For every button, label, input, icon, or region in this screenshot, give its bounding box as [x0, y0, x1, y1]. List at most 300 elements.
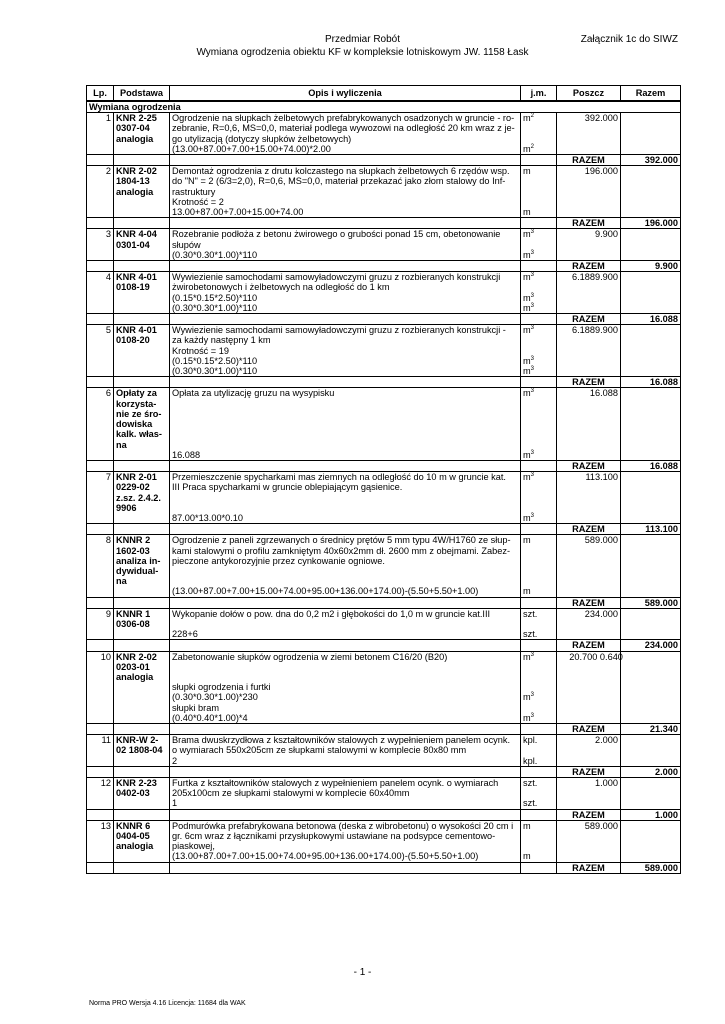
item-basis: KNR 2-02 1804-13 analogia	[114, 166, 170, 218]
description-line: Demontaż ogrodzenia z drutu kolczastego na słupkach żelbetowych 6 rzędów wsp.	[172, 166, 510, 177]
razem-row	[87, 524, 681, 535]
unit-line	[523, 134, 554, 144]
razem-spacer	[521, 640, 557, 651]
unit-exponent: 3	[530, 712, 534, 719]
item-description	[170, 113, 521, 155]
item-unit	[521, 651, 557, 723]
partial-value: 9.900	[595, 229, 618, 240]
table-row	[87, 272, 681, 314]
unit-text: m	[523, 449, 531, 460]
unit-line	[523, 346, 554, 356]
razem-label: RAZEM	[557, 314, 621, 325]
razem-spacer	[170, 766, 521, 777]
item-basis: KNNR 6 0404-05 analogia	[114, 820, 170, 862]
partial-value: 589.000	[584, 535, 618, 546]
unit-text: m	[523, 229, 531, 240]
item-partial-values	[557, 535, 621, 597]
unit-line	[523, 429, 554, 439]
razem-spacer	[87, 218, 114, 229]
item-basis: KNR 2-02 0203-01 analogia	[114, 651, 170, 723]
document-title: Przedmiar Robót	[324, 34, 401, 45]
unit-line	[523, 440, 554, 450]
description-line	[172, 672, 518, 682]
document-subtitle: Wymiana ogrodzenia obiektu KF w kompleksie lotniskowym JW. 1158 Łask	[196, 47, 529, 58]
razem-spacer	[521, 460, 557, 471]
description-line: Opłata za utylizację gruzu na wysypisku	[172, 388, 335, 399]
unit-text: m	[523, 355, 531, 366]
unit-text: szt.	[523, 778, 538, 788]
razem-value: 16.088	[621, 377, 681, 388]
razem-spacer	[114, 640, 170, 651]
unit-line	[523, 576, 554, 586]
description-line: rastruktury	[172, 186, 216, 197]
unit-exponent: 2	[530, 143, 534, 150]
description-line: Wywiezienie samochodami samowyładowczymi gruzu z rozbieranych konstrukcji -	[172, 325, 506, 336]
item-description	[170, 388, 521, 460]
description-line: 87.00*13.00*0.10	[172, 512, 244, 523]
unit-line	[523, 692, 554, 702]
item-partial-values	[557, 778, 621, 810]
item-description	[170, 166, 521, 218]
unit-line	[523, 513, 554, 523]
unit-line	[523, 399, 554, 409]
unit-line	[523, 123, 554, 133]
razem-spacer	[87, 524, 114, 535]
razem-spacer	[521, 809, 557, 820]
description-line: o wymiarach 550x205cm ze słupkami stalowymi w komplecie 80x80 mm	[172, 745, 467, 756]
table-row	[87, 535, 681, 597]
unit-line	[523, 503, 554, 513]
page-number: - 1 -	[353, 967, 372, 978]
razem-label: RAZEM	[557, 218, 621, 229]
unit-text: m	[523, 143, 531, 154]
item-unit	[521, 113, 557, 155]
unit-text: m	[523, 207, 531, 218]
item-unit	[521, 272, 557, 314]
razem-value: 113.100	[621, 524, 681, 535]
razem-spacer	[521, 155, 557, 166]
item-total-empty	[621, 820, 681, 862]
description-line	[172, 566, 518, 576]
razem-spacer	[170, 314, 521, 325]
unit-line	[523, 197, 554, 207]
description-line	[172, 440, 518, 450]
razem-spacer	[87, 723, 114, 734]
item-partial-values	[557, 820, 621, 862]
unit-line	[523, 187, 554, 197]
item-number: 9	[87, 608, 114, 640]
unit-line	[523, 745, 554, 755]
unit-exponent: 3	[530, 651, 534, 658]
table-row	[87, 651, 681, 723]
razem-row	[87, 460, 681, 471]
unit-text: m	[523, 325, 531, 336]
razem-value: 9.900	[621, 261, 681, 272]
razem-spacer	[114, 377, 170, 388]
description-line: 228+6	[172, 629, 198, 640]
description-line: Przemieszczenie spycharkami mas ziemnych na odległość do 10 m w gruncie kat.	[172, 472, 506, 483]
description-line: Ogrodzenie z paneli zgrzewanych o średnicy prętów 5 mm typu 4W/H1760 ze słup-	[172, 535, 511, 546]
unit-text: m	[523, 166, 531, 177]
razem-spacer	[114, 597, 170, 608]
description-line	[172, 419, 518, 429]
item-number: 5	[87, 325, 114, 377]
description-line: Ogrodzenie na słupkach żelbetowych prefabrykowanych osadzonych w gruncie - ro-	[172, 113, 515, 124]
unit-exponent: 3	[530, 229, 534, 236]
item-description	[170, 325, 521, 377]
table-row	[87, 166, 681, 218]
item-basis: KNNR 1 0306-08	[114, 608, 170, 640]
item-partial-values	[557, 388, 621, 460]
description-line: Wykopanie dołów o pow. dna do 0,2 m2 i głębokości do 1,0 m w gruncie kat.III	[172, 608, 491, 619]
unit-line	[523, 586, 554, 596]
razem-row	[87, 155, 681, 166]
description-line: Podmurówka prefabrykowana betonowa (deska z wibrobetonu) o wysokości 20 cm i	[172, 820, 514, 831]
item-description	[170, 472, 521, 524]
item-unit	[521, 388, 557, 460]
unit-text: m	[523, 651, 531, 662]
unit-line	[523, 662, 554, 672]
razem-label: RAZEM	[557, 524, 621, 535]
partial-value: 16.088	[589, 388, 618, 399]
table-row	[87, 778, 681, 810]
item-total-empty	[621, 113, 681, 155]
razem-spacer	[87, 640, 114, 651]
razem-spacer	[170, 809, 521, 820]
description-line: piaskowej,	[172, 841, 215, 852]
unit-exponent: 3	[530, 449, 534, 456]
col-header-opis: Opis i wyliczenia	[170, 86, 521, 102]
unit-line	[523, 566, 554, 576]
item-description	[170, 229, 521, 261]
item-basis: KNR 4-04 0301-04	[114, 229, 170, 261]
unit-line	[523, 546, 554, 556]
description-line: Rozebranie podłoża z betonu żwirowego o grubości ponad 15 cm, obetonowanie	[172, 229, 501, 240]
item-total-empty	[621, 535, 681, 597]
description-line: Brama dwuskrzydłowa z kształtowników stalowych z wypełnieniem panelem ocynk.	[172, 735, 511, 746]
unit-text: szt.	[523, 629, 538, 640]
program-info: Norma PRO Wersja 4.16 Licencja: 11684 dla WAK	[89, 1000, 246, 1007]
razem-value: 2.000	[621, 766, 681, 777]
item-unit	[521, 325, 557, 377]
description-line: Zabetonowanie słupków ogrodzenia w ziemi betonem C16/20 (B20)	[172, 651, 448, 662]
unit-line	[523, 493, 554, 503]
razem-spacer	[114, 809, 170, 820]
razem-spacer	[87, 862, 114, 873]
item-description	[170, 778, 521, 810]
unit-exponent: 3	[530, 272, 534, 279]
razem-spacer	[521, 314, 557, 325]
table-row	[87, 325, 681, 377]
item-number: 3	[87, 229, 114, 261]
unit-exponent: 3	[530, 292, 534, 299]
unit-text: m	[523, 472, 531, 483]
razem-spacer	[170, 862, 521, 873]
description-line: 1	[172, 798, 178, 809]
partial-value: 2.000	[595, 735, 618, 746]
item-unit	[521, 735, 557, 767]
razem-spacer	[114, 723, 170, 734]
description-line: (13.00+87.00+7.00+15.00+74.00)*2.00	[172, 143, 331, 154]
item-partial-values	[557, 735, 621, 767]
partial-value: 0.640	[599, 651, 623, 662]
description-line: go utylizacją (dotyczy słupków żelbetowych)	[172, 133, 352, 144]
item-basis: KNR 2-25 0307-04 analogia	[114, 113, 170, 155]
razem-spacer	[521, 218, 557, 229]
unit-line	[523, 652, 554, 662]
razem-value: 589.000	[621, 597, 681, 608]
unit-text: m	[523, 851, 531, 862]
unit-line	[523, 629, 554, 639]
unit-line	[523, 450, 554, 460]
unit-line	[523, 672, 554, 682]
item-total-empty	[621, 229, 681, 261]
partial-value: 392.000	[584, 113, 618, 124]
razem-spacer	[114, 766, 170, 777]
description-line: (13.00+87.00+7.00+15.00+74.00+95.00+136.00+174.00)-(5.50+5.50+1.00)	[172, 851, 479, 862]
unit-line	[523, 272, 554, 282]
description-line: (0.15*0.15*2.50)*110	[172, 292, 258, 303]
item-number: 1	[87, 113, 114, 155]
item-partial-values	[557, 325, 621, 377]
table-row	[87, 820, 681, 862]
razem-spacer	[87, 314, 114, 325]
unit-line	[523, 535, 554, 545]
unit-exponent: 3	[530, 366, 534, 373]
description-line: (13.00+87.00+7.00+15.00+74.00+95.00+136.00+174.00)-(5.50+5.50+1.00)	[172, 586, 479, 597]
item-partial-values	[557, 166, 621, 218]
table-row	[87, 388, 681, 460]
item-number: 13	[87, 820, 114, 862]
razem-value: 16.088	[621, 314, 681, 325]
item-total-empty	[621, 778, 681, 810]
unit-text: kpl.	[523, 755, 538, 766]
unit-exponent: 3	[530, 512, 534, 519]
description-line: Furtka z kształtowników stalowych z wypełnieniem panelem ocynk. o wymiarach	[172, 778, 499, 788]
unit-line	[523, 821, 554, 831]
partial-value: 6.188	[572, 272, 595, 283]
unit-text: m	[523, 302, 531, 313]
description-line	[172, 503, 518, 513]
item-number: 8	[87, 535, 114, 597]
unit-line	[523, 335, 554, 345]
razem-label: RAZEM	[557, 597, 621, 608]
razem-spacer	[114, 314, 170, 325]
item-basis: Opłaty za korzysta- nie ze śro- dowiska kalk. włas- na	[114, 388, 170, 460]
col-header-podstawa: Podstawa	[114, 86, 170, 102]
unit-text: m	[523, 535, 531, 546]
razem-spacer	[170, 524, 521, 535]
unit-line	[523, 472, 554, 482]
item-number: 4	[87, 272, 114, 314]
unit-line	[523, 419, 554, 429]
unit-text: m	[523, 272, 531, 283]
razem-label: RAZEM	[557, 723, 621, 734]
razem-value: 21.340	[621, 723, 681, 734]
item-partial-values	[557, 113, 621, 155]
description-line	[172, 619, 518, 629]
item-unit	[521, 608, 557, 640]
item-total-empty	[621, 272, 681, 314]
unit-line	[523, 798, 554, 808]
unit-line	[523, 176, 554, 186]
unit-exponent: 3	[530, 249, 534, 256]
table-row	[87, 229, 681, 261]
razem-value: 196.000	[621, 218, 681, 229]
unit-line	[523, 144, 554, 154]
description-line	[172, 662, 518, 672]
unit-line	[523, 841, 554, 851]
unit-line	[523, 366, 554, 376]
razem-spacer	[170, 597, 521, 608]
annex-label: Załącznik 1c do SIWZ	[580, 34, 678, 45]
item-unit	[521, 535, 557, 597]
unit-line	[523, 778, 554, 788]
item-number: 6	[87, 388, 114, 460]
razem-value: 392.000	[621, 155, 681, 166]
unit-exponent: 3	[530, 355, 534, 362]
description-line: III Praca spycharkami w gruncie oblepiającym gąsienice.	[172, 482, 403, 493]
unit-line	[523, 788, 554, 798]
unit-line	[523, 325, 554, 335]
description-line: (0.15*0.15*2.50)*110	[172, 355, 258, 366]
table-row	[87, 608, 681, 640]
razem-spacer	[170, 218, 521, 229]
unit-text: szt.	[523, 798, 538, 809]
item-description	[170, 608, 521, 640]
table-row	[87, 113, 681, 155]
item-basis: KNR 4-01 0108-20	[114, 325, 170, 377]
razem-spacer	[87, 766, 114, 777]
description-line: Wywiezienie samochodami samowyładowczymi gruzu z rozbieranych konstrukcji	[172, 272, 501, 283]
razem-spacer	[87, 597, 114, 608]
razem-label: RAZEM	[557, 809, 621, 820]
section-row	[87, 101, 681, 113]
unit-line	[523, 388, 554, 398]
unit-line	[523, 113, 554, 123]
razem-row	[87, 640, 681, 651]
unit-line	[523, 303, 554, 313]
razem-spacer	[114, 460, 170, 471]
description-line: 205x100cm ze słupkami stalowymi w komplecie 60x40mm	[172, 788, 410, 799]
razem-spacer	[521, 524, 557, 535]
description-line: 16.088	[172, 449, 201, 460]
unit-line	[523, 356, 554, 366]
unit-text: m	[523, 388, 531, 399]
description-line: pieczone antykorozyjnie przez cynkowanie ogniowe.	[172, 555, 385, 566]
description-line: (0.30*0.30*1.00)*230	[172, 692, 258, 703]
description-line	[172, 399, 518, 409]
razem-spacer	[87, 809, 114, 820]
item-basis: KNR 4-01 0108-19	[114, 272, 170, 314]
razem-row	[87, 377, 681, 388]
unit-line	[523, 609, 554, 619]
unit-line	[523, 229, 554, 239]
description-line	[172, 429, 518, 439]
razem-spacer	[170, 377, 521, 388]
section-title: Wymiana ogrodzenia	[87, 101, 681, 113]
razem-spacer	[521, 766, 557, 777]
razem-spacer	[521, 862, 557, 873]
partial-value: 589.000	[584, 820, 618, 831]
item-unit	[521, 229, 557, 261]
razem-label: RAZEM	[557, 766, 621, 777]
unit-line	[523, 250, 554, 260]
description-line: (0.40*0.40*1.00)*4	[172, 712, 248, 723]
item-partial-values	[557, 272, 621, 314]
unit-text: m	[523, 113, 531, 124]
razem-row	[87, 261, 681, 272]
unit-text: m	[523, 820, 531, 831]
unit-exponent: 3	[530, 692, 534, 699]
item-unit	[521, 472, 557, 524]
item-total-empty	[621, 388, 681, 460]
razem-row	[87, 766, 681, 777]
razem-spacer	[87, 377, 114, 388]
item-partial-values	[557, 651, 621, 723]
razem-spacer	[114, 218, 170, 229]
razem-value: 16.088	[621, 460, 681, 471]
item-number: 12	[87, 778, 114, 810]
description-line: Krotność = 2	[172, 196, 224, 207]
partial-value: 20.700	[569, 651, 598, 662]
razem-row	[87, 809, 681, 820]
razem-spacer	[170, 460, 521, 471]
description-line: (0.30*0.30*1.00)*110	[172, 249, 258, 260]
unit-line	[523, 735, 554, 745]
razem-spacer	[521, 261, 557, 272]
razem-spacer	[87, 261, 114, 272]
table-row	[87, 472, 681, 524]
razem-spacer	[114, 862, 170, 873]
item-total-empty	[621, 166, 681, 218]
item-unit	[521, 820, 557, 862]
unit-line	[523, 240, 554, 250]
razem-spacer	[114, 261, 170, 272]
item-number: 10	[87, 651, 114, 723]
item-partial-values	[557, 608, 621, 640]
unit-line	[523, 556, 554, 566]
cost-estimate-table	[86, 85, 681, 874]
unit-line	[523, 713, 554, 723]
unit-text: m	[523, 366, 531, 377]
razem-row	[87, 723, 681, 734]
razem-label: RAZEM	[557, 862, 621, 873]
item-unit	[521, 166, 557, 218]
description-line: żwirobetonowych i żelbetowych na odległość do 1 km	[172, 282, 390, 293]
description-line: gr. 6cm wraz z łącznikami przysłupkowymi ustawiane na podsypce cementowo-	[172, 831, 496, 842]
partial-value: 113.100	[585, 472, 618, 483]
item-description	[170, 272, 521, 314]
unit-line	[523, 482, 554, 492]
razem-label: RAZEM	[557, 155, 621, 166]
partial-value: 196.000	[584, 166, 618, 177]
unit-line	[523, 282, 554, 292]
unit-line	[523, 619, 554, 629]
item-total-empty	[621, 651, 681, 723]
unit-line	[523, 166, 554, 176]
partial-value: 6.188	[572, 325, 595, 336]
razem-spacer	[521, 597, 557, 608]
description-line: Krotność = 19	[172, 345, 229, 356]
col-header-poszcz: Poszcz	[557, 86, 621, 102]
unit-line	[523, 207, 554, 217]
unit-line	[523, 851, 554, 861]
partial-value: 9.900	[595, 272, 618, 283]
description-line: (0.30*0.30*1.00)*110	[172, 302, 258, 313]
unit-text: m	[523, 512, 531, 523]
razem-spacer	[170, 640, 521, 651]
